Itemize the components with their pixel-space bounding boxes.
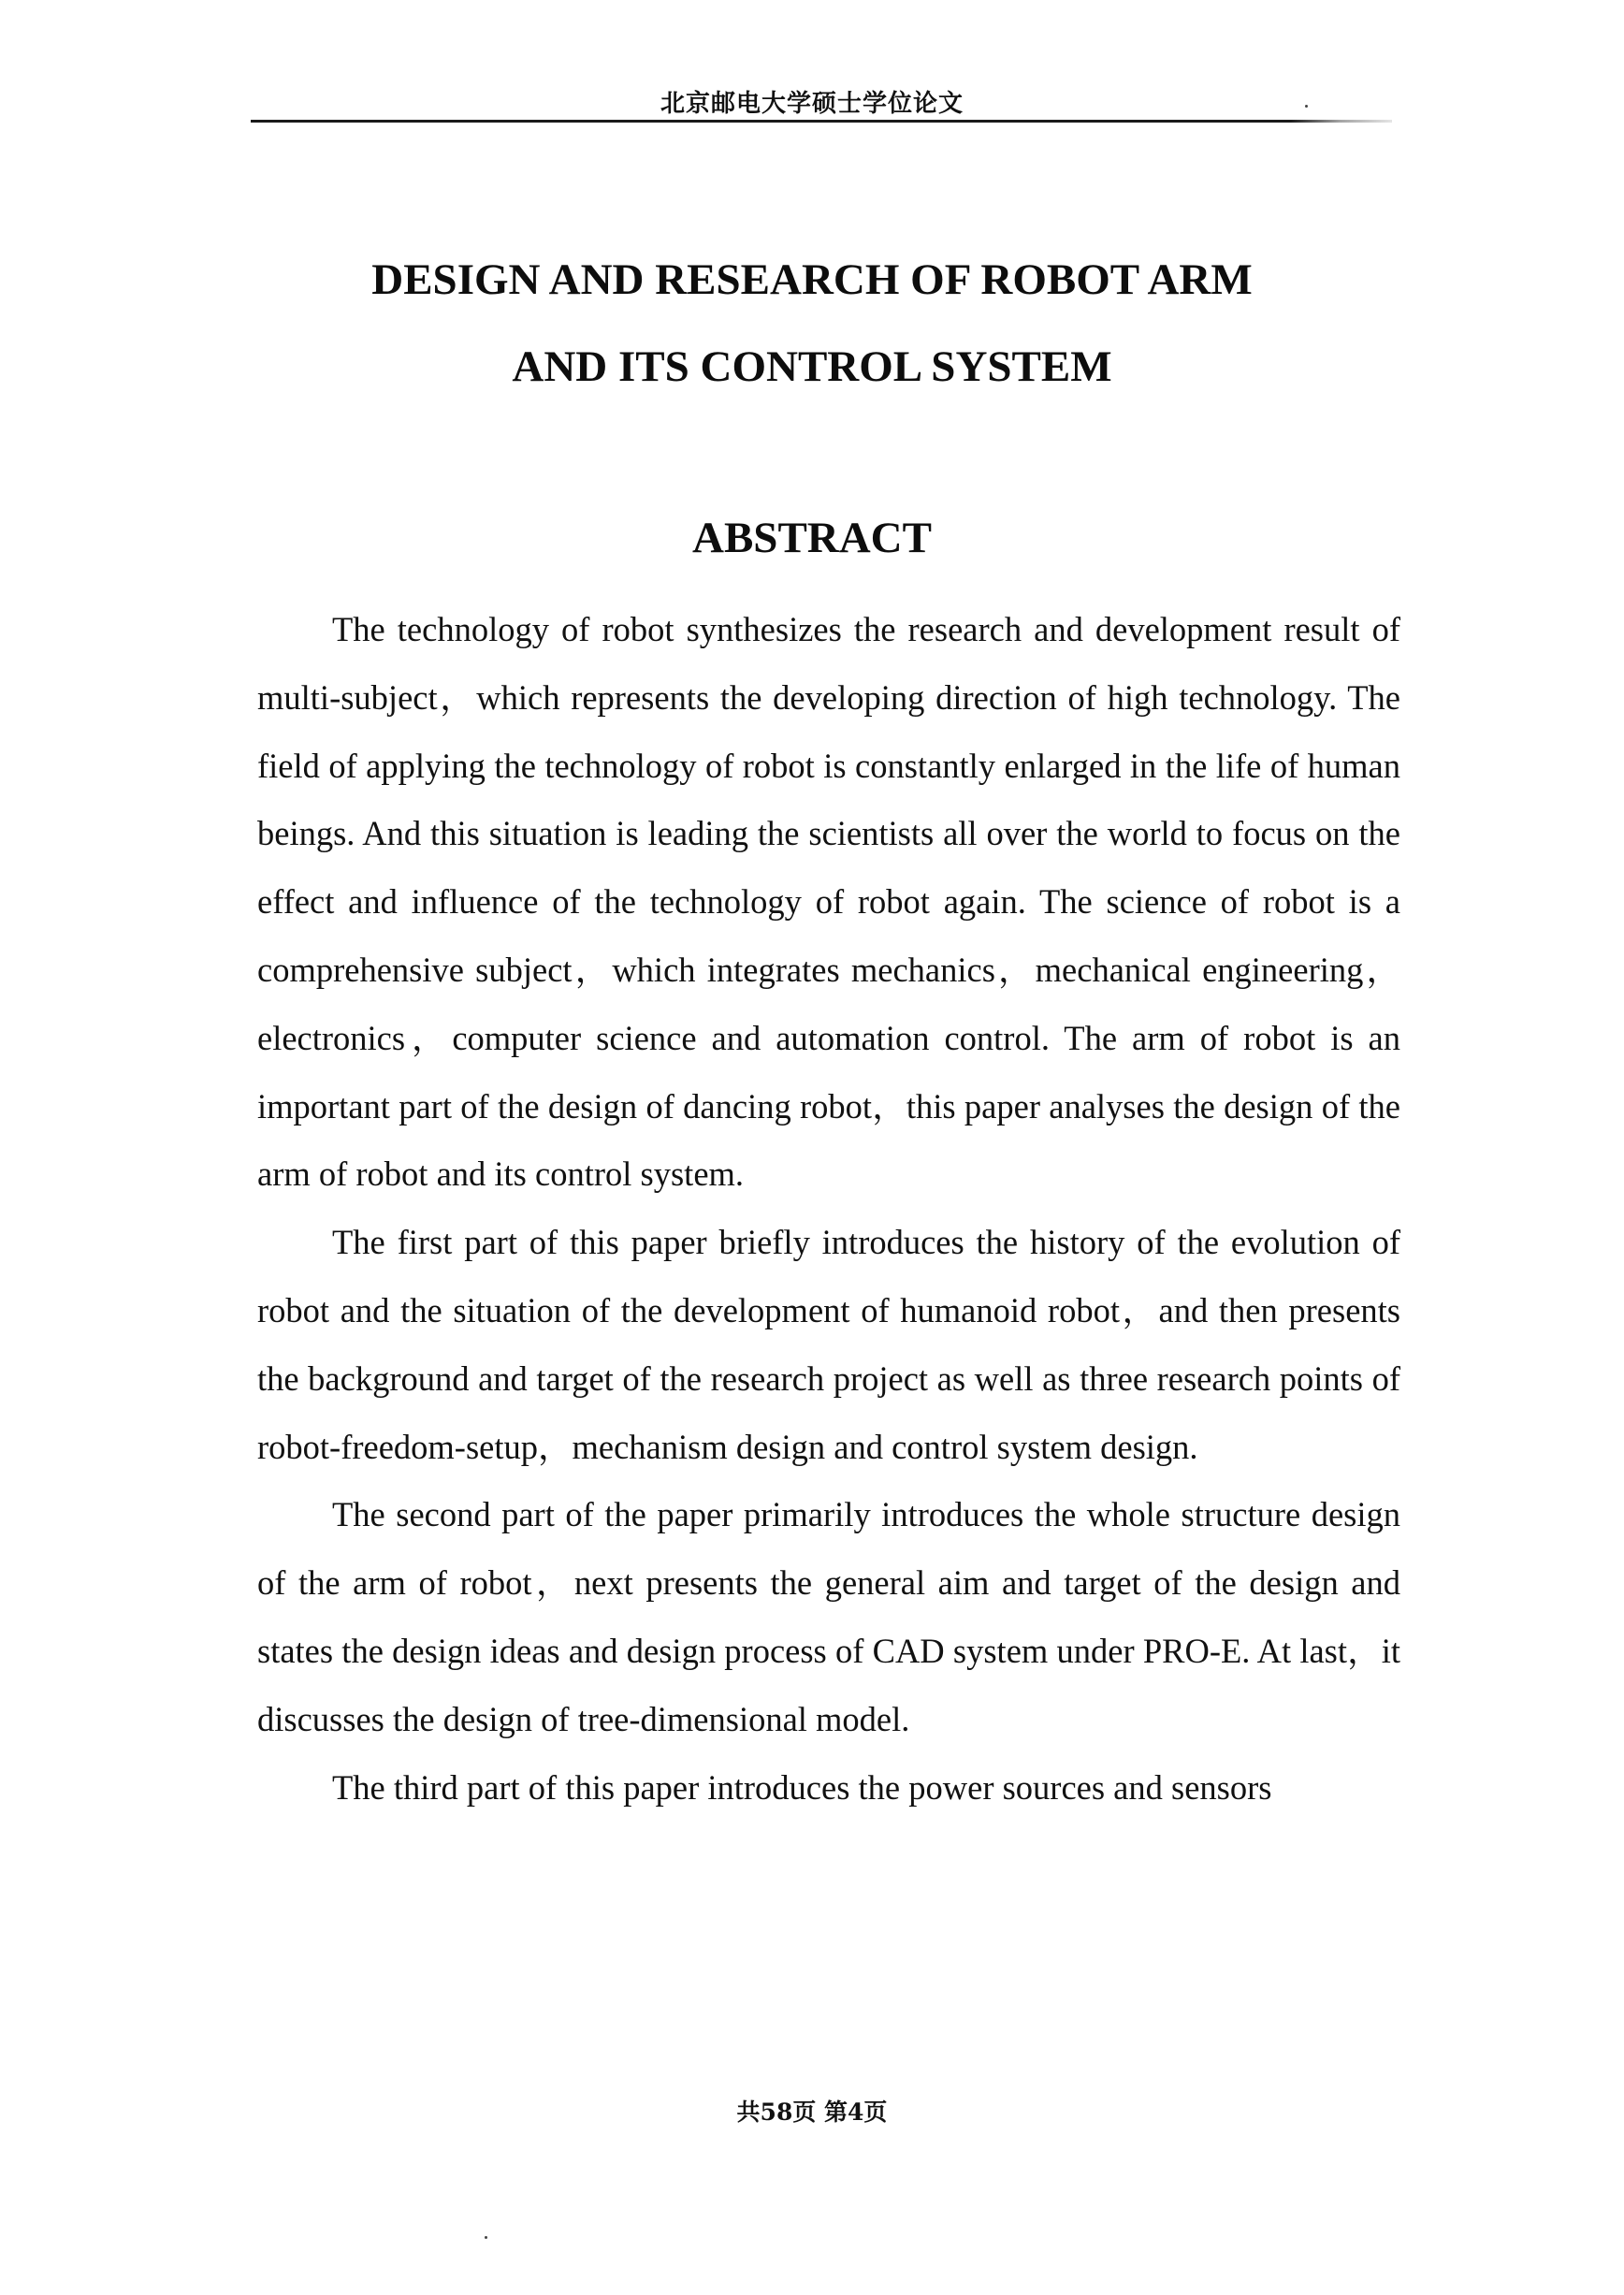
page-footer: 共58页 第4页 xyxy=(736,2099,888,2126)
thesis-title-line-2: AND ITS CONTROL SYSTEM xyxy=(512,342,1112,391)
abstract-heading: ABSTRACT xyxy=(692,514,932,562)
running-header: 北京邮电大学硕士学位论文 xyxy=(660,90,964,118)
abstract-paragraph-3: The second part of the paper primarily introduces the whole structure design of the arm of robot，next presents the general aim and target of the design and states the design ideas and design process of CAD system under PRO-E. At last，it discusses the design of tree-dimensional model. xyxy=(257,1495,1400,1738)
abstract-paragraph-1: The technology of robot synthesizes the research and development result of multi-subject，which represents the developing direction of high technology. The field of applying the technology of robot is constantly enlarged in the life of human beings. And this situation is leading the scientists all over the world to focus on the effect and influence of the technology of robot again. The science of robot is a comprehensive subject，which integrates mechanics，mechanical engineering，electronics，computer science and automation control. The arm of robot is an important part of the design of dancing robot，this paper analyses the design of the arm of robot and its control system. xyxy=(257,610,1400,1194)
abstract-paragraph-4: The third part of this paper introduces the power sources and sensors xyxy=(332,1767,1272,1807)
header-rule-fade xyxy=(1291,119,1413,123)
scan-speck xyxy=(1305,105,1308,108)
header-rule xyxy=(251,120,1392,123)
abstract-body xyxy=(257,596,1400,1822)
scan-speck xyxy=(485,2236,487,2239)
abstract-paragraph-2: The first part of this paper briefly introduces the history of the evolution of robot and the situation of the development of humanoid robot，and then presents the background and target of the research project as well as three research points of robot-freedom-setup，mechanism design and control system design. xyxy=(257,1223,1400,1466)
thesis-title-line-1: DESIGN AND RESEARCH OF ROBOT ARM xyxy=(371,255,1253,304)
